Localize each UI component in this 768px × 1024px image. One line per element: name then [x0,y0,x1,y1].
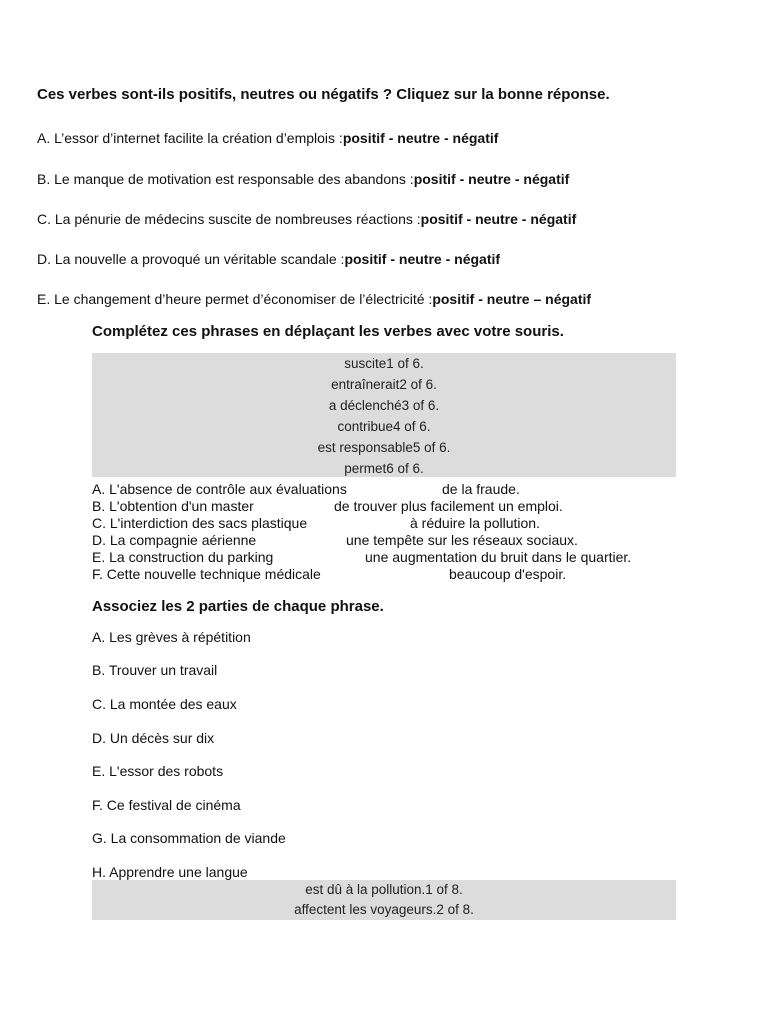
option-negatif[interactable]: négatif [523,171,570,187]
sentence-row [92,515,692,532]
draggable-verb[interactable]: a déclenché3 of 6. [328,398,440,413]
sentence-start: C. L'interdiction des sacs plastique [92,515,308,531]
match-item: D. Un décès sur dix [92,730,215,746]
match-item: C. La montée des eaux [92,696,237,712]
match-item: E. L'essor des robots [92,763,224,779]
match-item: F. Ce festival de cinéma [92,797,241,813]
question-d [37,251,500,267]
option-neutre[interactable]: neutre [398,251,442,267]
sentence-row [92,532,692,549]
sentence-start: E. La construction du parking [92,549,274,565]
separator: - [384,130,398,146]
option-neutre[interactable]: neutre [486,291,530,307]
separator: – [529,291,546,307]
draggable-verb[interactable]: suscite1 of 6. [344,356,424,371]
draggable-ending[interactable]: est dû à la pollution.1 of 8. [305,882,463,897]
sentence-row [92,481,692,498]
option-positif[interactable]: positif [432,291,475,307]
option-neutre[interactable]: neutre [475,211,518,227]
section1-title: Ces verbes sont-ils positifs, neutres ou négatifs ? Cliquez sur la bonne réponse. [37,86,610,103]
option-neutre[interactable]: neutre [397,130,441,146]
sentence-start: D. La compagnie aérienne [92,532,257,548]
separator: - [474,291,487,307]
separator: - [441,251,455,267]
option-positif[interactable]: positif [344,251,387,267]
question-c [37,211,576,227]
separator: - [462,211,476,227]
option-negatif[interactable]: négatif [452,130,499,146]
option-positif[interactable]: positif [413,171,456,187]
section2-title: Complétez ces phrases en déplaçant les verbes avec votre souris. [92,323,564,340]
sentence-row [92,549,692,566]
verb-bank [92,353,676,477]
separator: - [455,171,469,187]
fill-in-sentences [92,481,692,583]
question-text: B. Le manque de motivation est responsable des abandons : [37,171,414,187]
sentence-end: une tempête sur les réseaux sociaux. [346,532,578,548]
question-a [37,130,498,146]
sentence-row [92,498,692,515]
option-neutre[interactable]: neutre [468,171,511,187]
option-negatif[interactable]: négatif [454,251,501,267]
separator: - [510,171,524,187]
sentence-end: de la fraude. [442,481,520,497]
draggable-verb[interactable]: contribue4 of 6. [337,419,431,434]
sentence-end: beaucoup d'espoir. [449,566,567,582]
option-positif[interactable]: positif [342,130,385,146]
sentence-end: de trouver plus facilement un emploi. [334,498,563,514]
match-item: G. La consommation de viande [92,830,286,846]
option-negatif[interactable]: négatif [530,211,577,227]
sentence-end: à réduire la pollution. [410,515,540,531]
separator: - [386,251,399,267]
option-positif[interactable]: positif [420,211,463,227]
separator: - [517,211,531,227]
draggable-verb[interactable]: est responsable5 of 6. [317,440,451,455]
question-text: D. La nouvelle a provoqué un véritable scandale : [37,251,345,267]
question-e [37,291,591,307]
separator: - [440,130,453,146]
question-text: C. La pénurie de médecins suscite de nombreuses réactions : [37,211,421,227]
option-negatif[interactable]: négatif [545,291,592,307]
ending-bank [92,880,676,920]
sentence-end: une augmentation du bruit dans le quartier. [365,549,632,565]
question-b [37,171,569,187]
match-item: H. Apprendre une langue [92,864,248,880]
sentence-start: A. L'absence de contrôle aux évaluations [92,481,347,497]
match-item: B. Trouver un travail [92,662,218,678]
question-text: A. L’essor d’internet facilite la création d’emplois : [37,130,343,146]
question-text: E. Le changement d’heure permet d’économiser de l’électricité : [37,291,433,307]
section3-title: Associez les 2 parties de chaque phrase. [92,598,384,615]
draggable-verb[interactable]: permet6 of 6. [344,461,424,476]
sentence-start: B. L'obtention d'un master [92,498,254,514]
match-item: A. Les grèves à répétition [92,629,251,645]
draggable-ending[interactable]: affectent les voyageurs.2 of 8. [294,902,474,917]
draggable-verb[interactable]: entraînerait2 of 6. [331,377,437,392]
sentence-row [92,566,692,583]
sentence-start: F. Cette nouvelle technique médicale [92,566,321,582]
